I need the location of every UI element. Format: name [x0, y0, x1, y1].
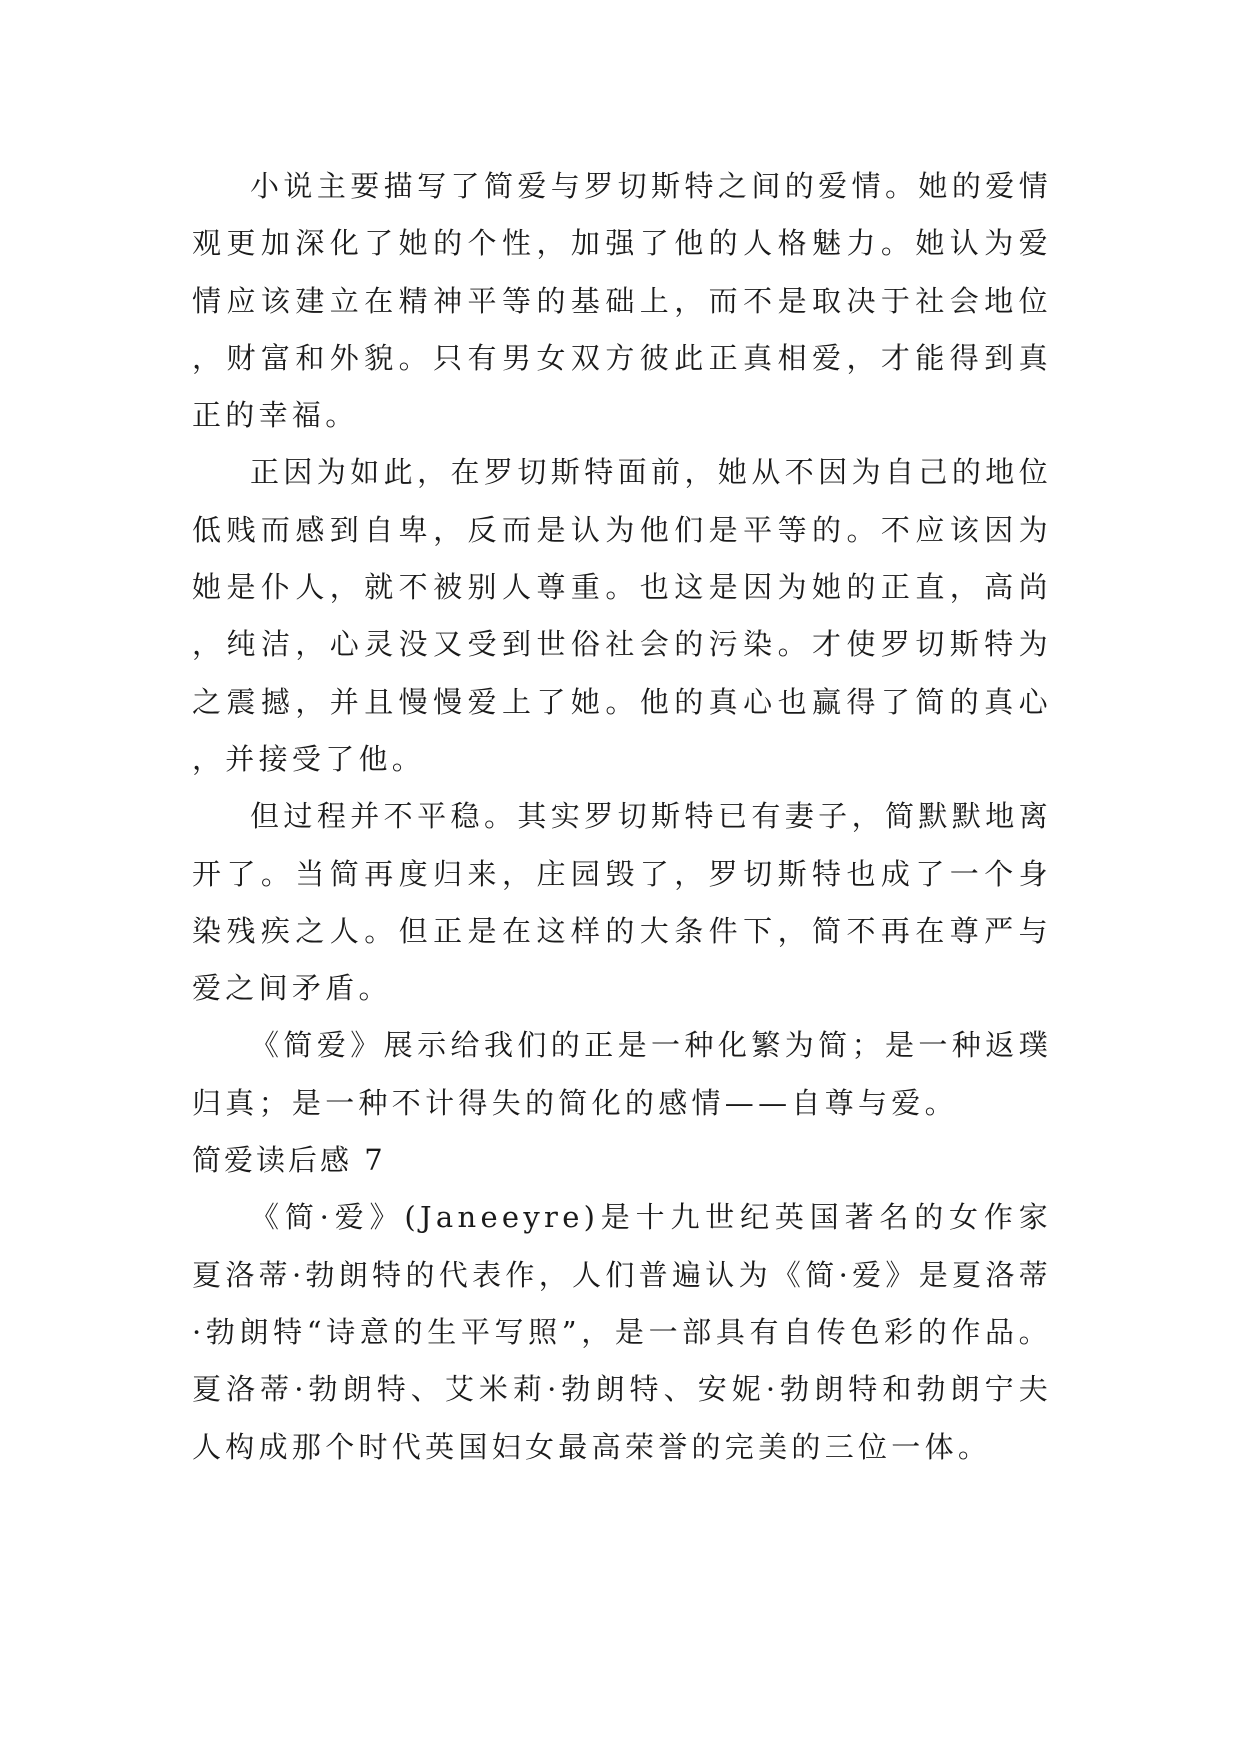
- section-heading: 简爱读后感 7: [192, 1143, 386, 1178]
- paragraph-love-story: 小说主要描写了简爱与罗切斯特之间的爱情。她的爱情观更加深化了她的个性，加强了他的人格魅力。她认为爱情应该建立在精神平等的基础上，而不是取决于社会地位，财富和外貌。只有男女双方彼此正真相爱，才能得到真正的幸福。: [192, 169, 1052, 433]
- paragraph-summary: 《简爱》展示给我们的正是一种化繁为简；是一种返璞归真；是一种不计得失的简化的感情——自尊与爱。: [192, 1028, 1052, 1120]
- document-body: [192, 158, 1052, 1476]
- paragraph-introduction: 《简·爱》(Janeeyre)是十九世纪英国著名的女作家夏洛蒂·勃朗特的代表作，人们普遍认为《简·爱》是夏洛蒂·勃朗特“诗意的生平写照”，是一部具有自传色彩的作品。夏洛蒂·勃朗特、艾米莉·勃朗特、安妮·勃朗特和勃朗宁夫人构成那个时代英国妇女最高荣誉的完美的三位一体。: [192, 1200, 1052, 1464]
- paragraph-equality: 正因为如此，在罗切斯特面前，她从不因为自己的地位低贱而感到自卑，反而是认为他们是平等的。不应该因为她是仆人，就不被别人尊重。也这是因为她的正直，高尚，纯洁，心灵没又受到世俗社会的污染。才使罗切斯特为之震撼，并且慢慢爱上了她。他的真心也赢得了简的真心，并接受了他。: [192, 455, 1052, 776]
- paragraph-conflict: 但过程并不平稳。其实罗切斯特已有妻子，简默默地离开了。当简再度归来，庄园毁了，罗切斯特也成了一个身染残疾之人。但正是在这样的大条件下，简不再在尊严与爱之间矛盾。: [192, 799, 1052, 1006]
